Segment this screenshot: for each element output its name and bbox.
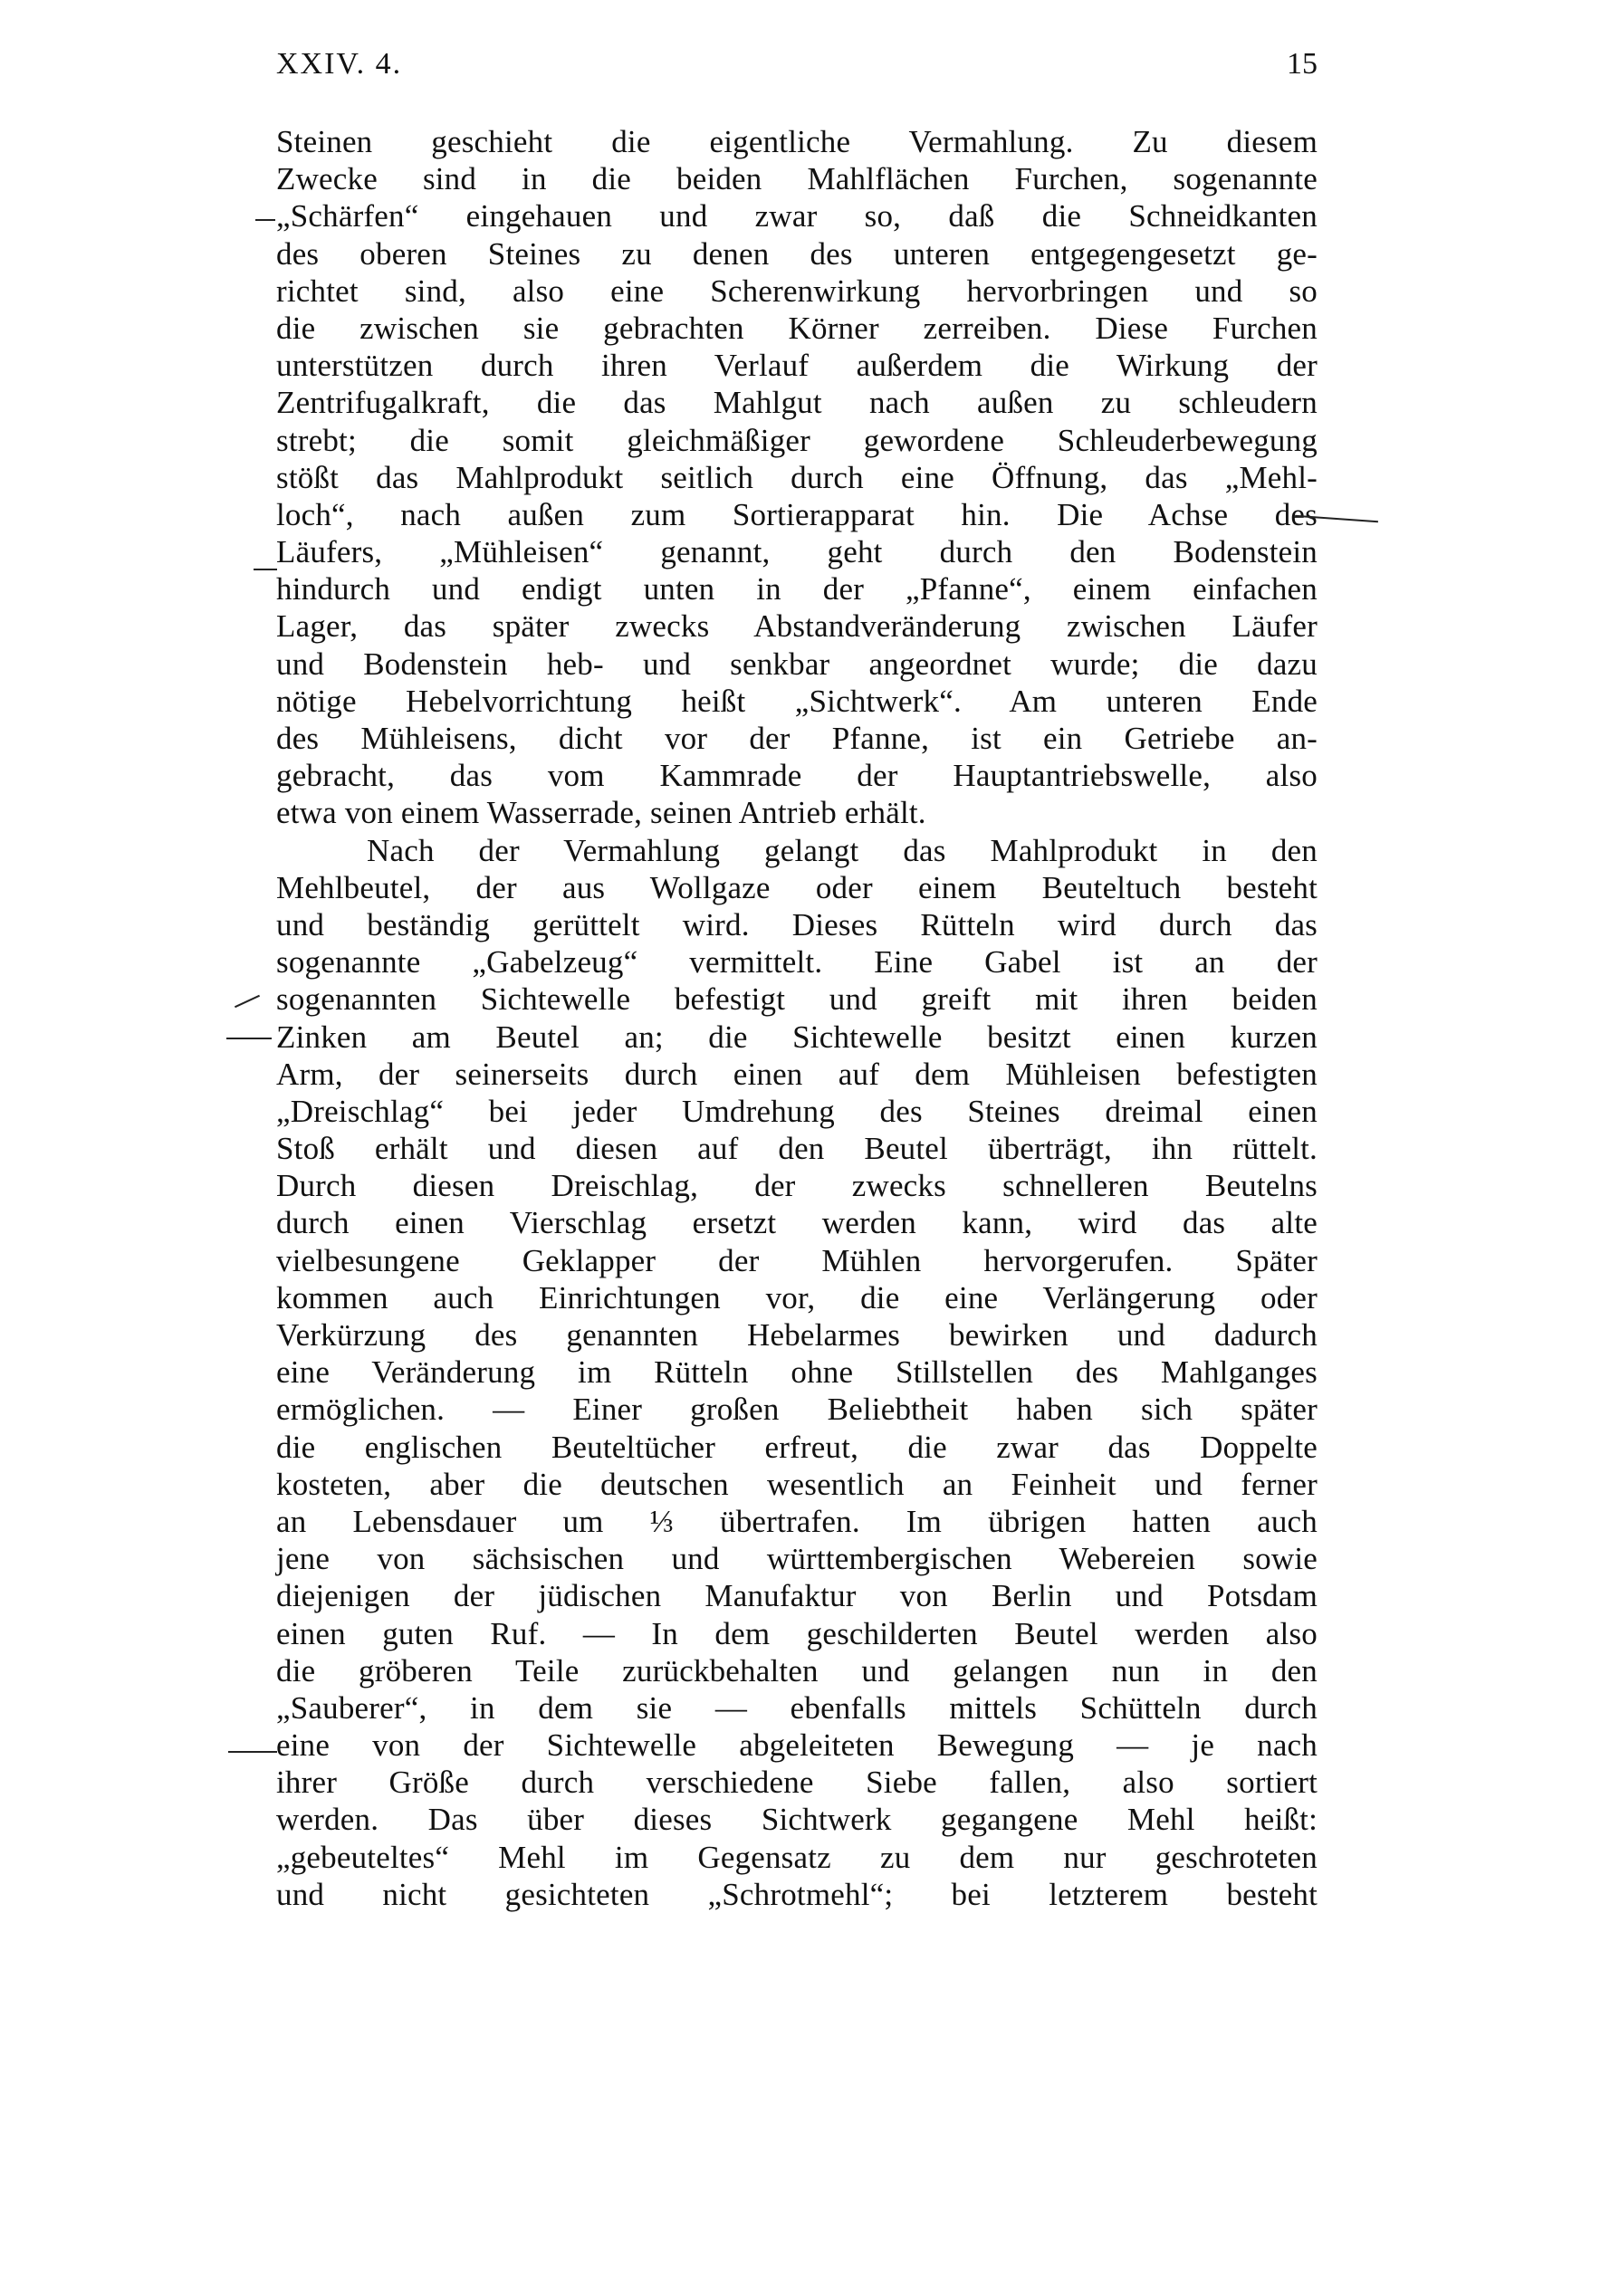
text-line: sogenannte „Gabelzeug“ vermittelt. Eine Gabel ist an der: [276, 944, 1318, 981]
text-line: „Schärfen“ eingehauen und zwar so, daß die Schneidkanten: [276, 198, 1318, 234]
text-line: durch einen Vierschlag ersetzt werden kann, wird das alte: [276, 1205, 1318, 1241]
text-line: diejenigen der jüdischen Manufaktur von Berlin und Potsdam: [276, 1578, 1318, 1614]
text-line: Zinken am Beutel an; die Sichtewelle besitzt einen kurzen: [276, 1019, 1318, 1055]
text-line: eine Veränderung im Rütteln ohne Stillstellen des Mahlganges: [276, 1354, 1318, 1391]
text-line: nötige Hebelvorrichtung heißt „Sichtwerk“. Am unteren Ende: [276, 683, 1318, 719]
text-line: Läufers, „Mühleisen“ genannt, geht durch den Bodenstein: [276, 534, 1318, 570]
margin-mark: [255, 219, 275, 221]
text-line: „gebeuteltes“ Mehl im Gegensatz zu dem nur geschroteten: [276, 1839, 1318, 1875]
running-header: [276, 47, 1318, 92]
text-line: und beständig gerüttelt wird. Dieses Rütteln wird durch das: [276, 906, 1318, 942]
text-line: die gröberen Teile zurückbehalten und gelangen nun in den: [276, 1652, 1318, 1689]
text-line: stößt das Mahlprodukt seitlich durch eine Öffnung, das „Mehl-: [276, 459, 1318, 495]
text-line: unterstützen durch ihren Verlauf außerdem die Wirkung der: [276, 348, 1318, 384]
margin-mark: [254, 569, 277, 570]
text-line: strebt; die somit gleichmäßiger gewordene Schleuderbewegung: [276, 422, 1318, 458]
text-line: „Dreischlag“ bei jeder Umdrehung des Steines dreimal einen: [276, 1093, 1318, 1129]
text-line: ermöglichen. — Einer großen Beliebtheit haben sich später: [276, 1392, 1318, 1428]
margin-mark: [226, 1038, 272, 1039]
text-line: die zwischen sie gebrachten Körner zerreiben. Diese Furchen: [276, 310, 1318, 346]
text-line: loch“, nach außen zum Sortierapparat hin. Die Achse des: [276, 496, 1318, 532]
text-line: Nach der Vermahlung gelangt das Mahlprodukt in den: [367, 832, 1318, 868]
text-line: kommen auch Einrichtungen vor, die eine Verlängerung oder: [276, 1279, 1318, 1315]
text-line: jene von sächsischen und württembergischen Webereien sowie: [276, 1541, 1318, 1577]
volume-reference: XXIV. 4.: [276, 47, 403, 81]
text-line: Zentrifugalkraft, die das Mahlgut nach außen zu schleudern: [276, 385, 1318, 421]
margin-mark: [235, 995, 260, 1008]
text-line: sogenannten Sichtewelle befestigt und greift mit ihren beiden: [276, 981, 1318, 1018]
text-line: hindurch und endigt unten in der „Pfanne“, einem einfachen: [276, 571, 1318, 607]
text-line: einen guten Ruf. — In dem geschilderten Beutel werden also: [276, 1615, 1318, 1651]
text-line: des oberen Steines zu denen des unteren entgegengesetzt ge-: [276, 235, 1318, 272]
text-line: Lager, das später zwecks Abstandveränderung zwischen Läufer: [276, 608, 1318, 645]
text-line: und nicht gesichteten „Schrotmehl“; bei letzterem besteht: [276, 1876, 1318, 1912]
text-line: etwa von einem Wasserrade, seinen Antrieb erhält.: [276, 795, 926, 831]
page-number: 15: [1287, 47, 1318, 81]
text-line: Durch diesen Dreischlag, der zwecks schnelleren Beutelns: [276, 1168, 1318, 1204]
text-line: Mehlbeutel, der aus Wollgaze oder einem Beuteltuch besteht: [276, 869, 1318, 905]
text-line: ihrer Größe durch verschiedene Siebe fallen, also sortiert: [276, 1765, 1318, 1801]
text-line: Steinen geschieht die eigentliche Vermahlung. Zu diesem: [276, 124, 1318, 159]
text-line: die englischen Beuteltücher erfreut, die zwar das Doppelte: [276, 1429, 1318, 1465]
text-line: an Lebensdauer um ⅓ übertrafen. Im übrigen hatten auch: [276, 1503, 1318, 1539]
text-line: werden. Das über dieses Sichtwerk gegangene Mehl heißt:: [276, 1802, 1318, 1838]
text-line: und Bodenstein heb- und senkbar angeordnet wurde; die dazu: [276, 646, 1318, 682]
text-line: Stoß erhält und diesen auf den Beutel überträgt, ihn rüttelt.: [276, 1131, 1318, 1167]
text-line: Arm, der seinerseits durch einen auf dem Mühleisen befestigten: [276, 1056, 1318, 1092]
text-line: Zwecke sind in die beiden Mahlflächen Furchen, sogenannte: [276, 161, 1318, 197]
text-line: vielbesungene Geklapper der Mühlen hervorgerufen. Später: [276, 1242, 1318, 1278]
text-line: gebracht, das vom Kammrade der Hauptantriebswelle, also: [276, 758, 1318, 794]
text-line: richtet sind, also eine Scherenwirkung hervorbringen und so: [276, 273, 1318, 309]
text-line: des Mühleisens, dicht vor der Pfanne, ist ein Getriebe an-: [276, 721, 1318, 756]
body-text: [276, 123, 1318, 1913]
text-line: Verkürzung des genannten Hebelarmes bewirken und dadurch: [276, 1317, 1318, 1353]
text-line: eine von der Sichtewelle abgeleiteten Bewegung — je nach: [276, 1727, 1318, 1764]
margin-mark: [228, 1751, 277, 1753]
text-line: kosteten, aber die deutschen wesentlich an Feinheit und ferner: [276, 1466, 1318, 1502]
text-line: „Sauberer“, in dem sie — ebenfalls mittels Schütteln durch: [276, 1689, 1318, 1726]
